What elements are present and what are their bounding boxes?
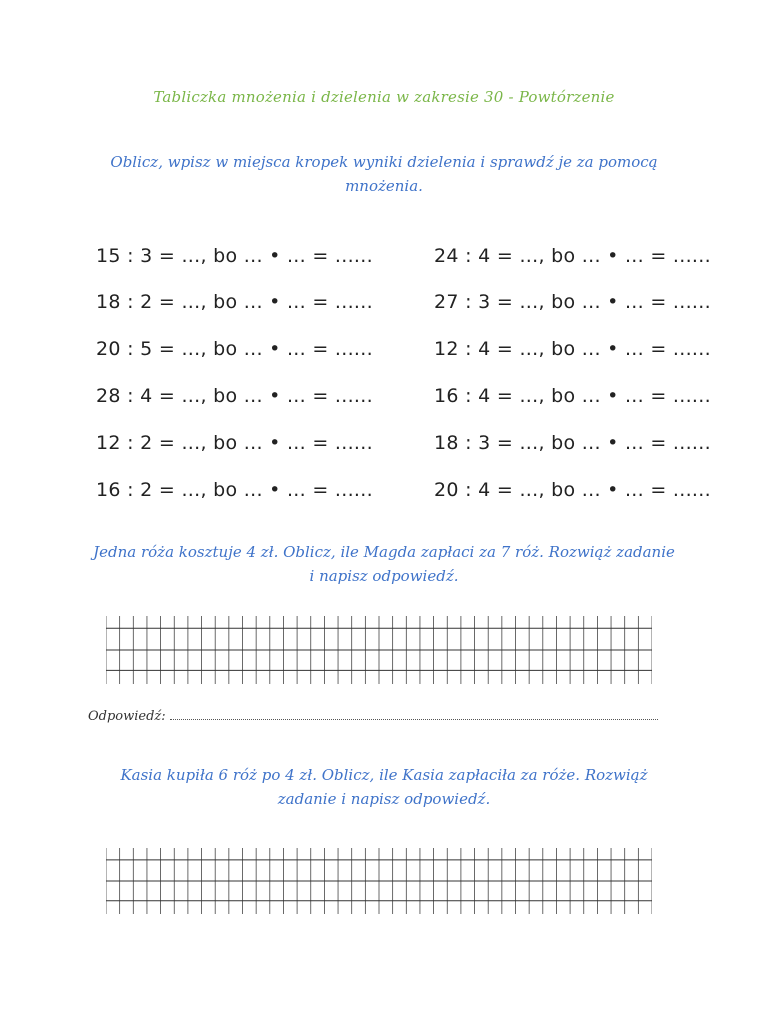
equations-area: [0, 235, 768, 525]
worksheet-title: Tabliczka mnożenia i dzielenia w zakresie 30 - Powtórzenie: [153, 88, 615, 106]
equation-left-3[interactable]: 20 : 5 = ..., bo ... • ... = ......: [96, 338, 373, 360]
equation-left-1[interactable]: 15 : 3 = ..., bo ... • ... = ......: [96, 245, 373, 267]
handwriting-grid-1[interactable]: [106, 616, 652, 684]
equation-left-5[interactable]: 12 : 2 = ..., bo ... • ... = ......: [96, 432, 373, 454]
task1-instruction: Oblicz, wpisz w miejsca kropek wyniki dzielenia i sprawdź je za pomocą mnożenia.: [110, 153, 658, 195]
equation-right-5[interactable]: 18 : 3 = ..., bo ... • ... = ......: [434, 432, 711, 454]
equation-right-4[interactable]: 16 : 4 = ..., bo ... • ... = ......: [434, 385, 711, 407]
equation-right-3[interactable]: 12 : 4 = ..., bo ... • ... = ......: [434, 338, 711, 360]
handwriting-grid-2[interactable]: [106, 848, 652, 914]
equation-right-1[interactable]: 24 : 4 = ..., bo ... • ... = ......: [434, 245, 711, 267]
equation-right-6[interactable]: 20 : 4 = ..., bo ... • ... = ......: [434, 479, 711, 501]
equation-left-6[interactable]: 16 : 2 = ..., bo ... • ... = ......: [96, 479, 373, 501]
task2-instruction: Jedna róża kosztuje 4 zł. Oblicz, ile Magda zapłaci za 7 róż. Rozwiąż zadanie i napisz odpowiedź.: [93, 543, 675, 585]
answer-label: Odpowiedź:: [88, 709, 166, 724]
answer-line[interactable]: [88, 707, 666, 724]
equation-right-2[interactable]: 27 : 3 = ..., bo ... • ... = ......: [434, 291, 711, 313]
equation-left-2[interactable]: 18 : 2 = ..., bo ... • ... = ......: [96, 291, 373, 313]
equation-left-4[interactable]: 28 : 4 = ..., bo ... • ... = ......: [96, 385, 373, 407]
answer-dotted-line[interactable]: [170, 707, 658, 720]
task3-instruction: Kasia kupiła 6 róż po 4 zł. Oblicz, ile Kasia zapłaciła za róże. Rozwiąż zadanie i napisz odpowiedź.: [120, 766, 648, 808]
